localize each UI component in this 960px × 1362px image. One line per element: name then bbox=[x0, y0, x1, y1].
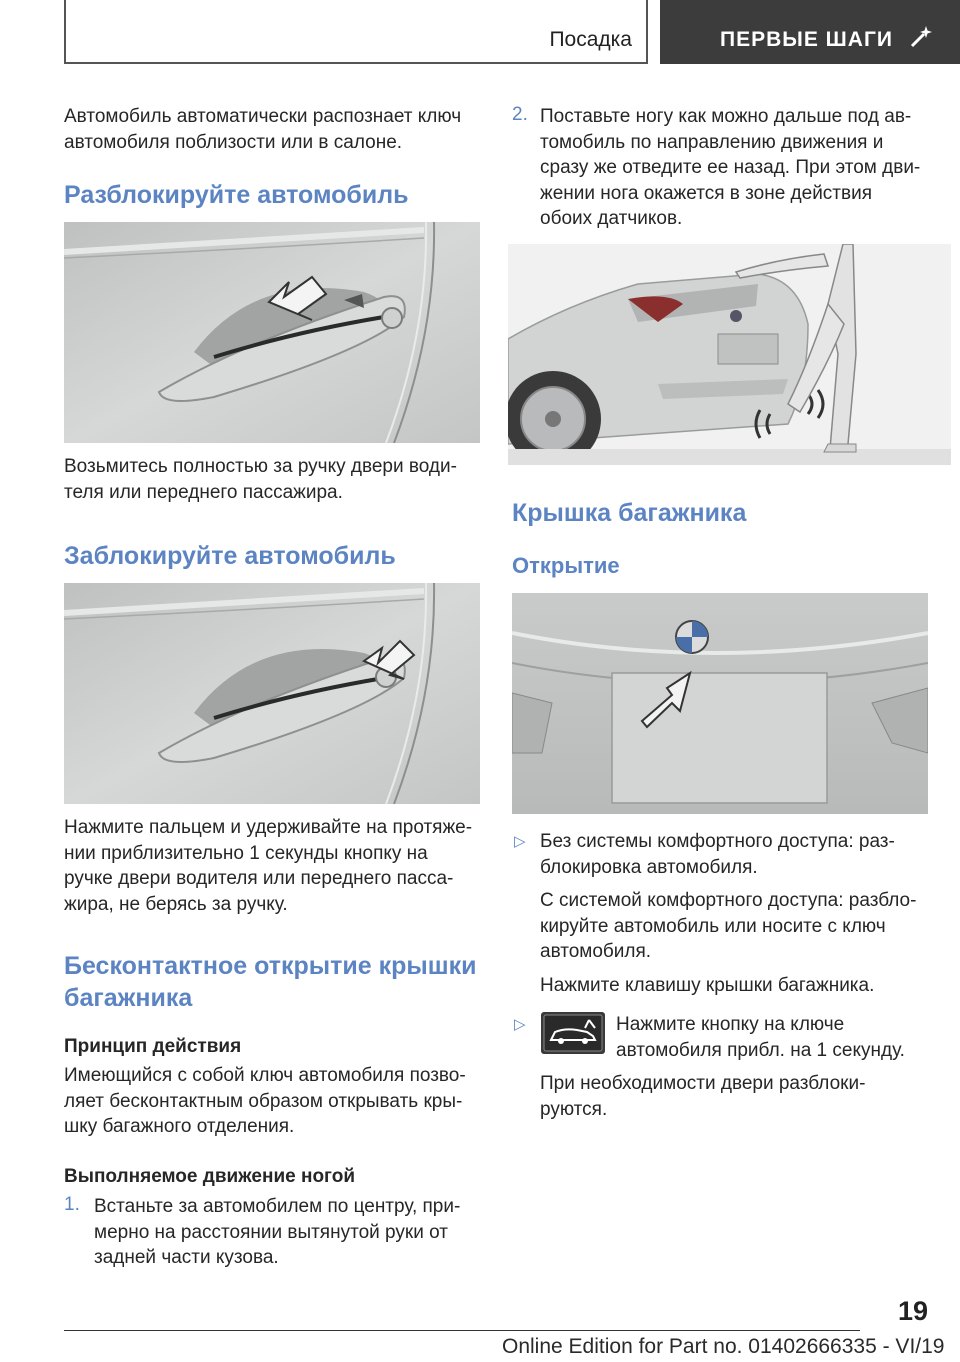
header-chapter-box bbox=[660, 0, 960, 64]
foot-motion-image bbox=[508, 244, 951, 465]
step-2-text: Поставьте ногу как можно дальше под ав- томобиль по направлению движения и сразу же отведите ее назад. При этом дви- жении нога окажется в зоне действия обоих датчиков. bbox=[540, 106, 921, 229]
footer-edition: Online Edition for Part no. 01402666335 - VI/19 bbox=[502, 1335, 945, 1358]
step-2-number: 2. bbox=[512, 104, 528, 125]
open-heading: Открытие bbox=[512, 553, 620, 578]
bullet-1-marker: ▷ bbox=[514, 833, 526, 850]
lock-heading: Заблокируйте автомобиль bbox=[64, 542, 396, 570]
trunk-key-button-icon bbox=[541, 1012, 605, 1054]
bullet-1-text-3: Нажмите клавишу крышки багажника. bbox=[540, 975, 875, 996]
step-1-number: 1. bbox=[64, 1194, 80, 1215]
door-handle-unlock-image bbox=[64, 222, 480, 443]
bullet-2-marker: ▷ bbox=[514, 1016, 526, 1033]
trunk-heading: Крышка багажника bbox=[512, 499, 747, 527]
contactless-heading: Бесконтактное открытие крышки багажника bbox=[64, 952, 477, 1012]
footer-divider bbox=[64, 1330, 860, 1331]
wand-sparkle-icon bbox=[908, 24, 934, 55]
principle-paragraph: Имеющийся с собой ключ автомобиля позво- ляет бесконтактным образом открывать кры- шку багажного отделения. bbox=[64, 1065, 466, 1137]
unlock-paragraph: Возьмитесь полностью за ручку двери води- теля или переднего пассажира. bbox=[64, 456, 457, 503]
header-section-title: Посадка bbox=[549, 28, 632, 51]
bullet-1-text: Без системы комфортного доступа: раз- блокировка автомобиля. bbox=[540, 831, 895, 878]
header-section-box bbox=[64, 0, 648, 64]
step-1-text: Встаньте за автомобилем по центру, при- мерно на расстоянии вытянутой руки от задней части кузова. bbox=[94, 1196, 461, 1268]
lock-paragraph: Нажмите пальцем и удерживайте на протяже- нии приблизительно 1 секунды кнопку на ручке двери водителя или переднего пасса- жира, не берясь за ручку. bbox=[64, 817, 473, 915]
bullet-2-text-2: При необходимости двери разблоки- руются. bbox=[540, 1073, 866, 1120]
principle-heading: Принцип действия bbox=[64, 1036, 242, 1057]
intro-paragraph: Автомобиль автоматически распознает ключ автомобиля поблизости или в салоне. bbox=[64, 106, 462, 153]
unlock-heading: Разблокируйте автомобиль bbox=[64, 181, 409, 209]
bullet-1-text-2: С системой комфортного доступа: разбло- кируйте автомобиль или носите с ключ автомобиля. bbox=[540, 890, 917, 962]
bullet-2-text: Нажмите кнопку на ключе автомобиля прибл. на 1 секунду. bbox=[616, 1014, 905, 1061]
header-chapter-title: ПЕРВЫЕ ШАГИ bbox=[720, 28, 893, 51]
page-number: 19 bbox=[898, 1296, 929, 1326]
door-handle-lock-image bbox=[64, 583, 480, 804]
motion-heading: Выполняемое движение ногой bbox=[64, 1166, 356, 1187]
trunk-button-image bbox=[512, 593, 928, 814]
